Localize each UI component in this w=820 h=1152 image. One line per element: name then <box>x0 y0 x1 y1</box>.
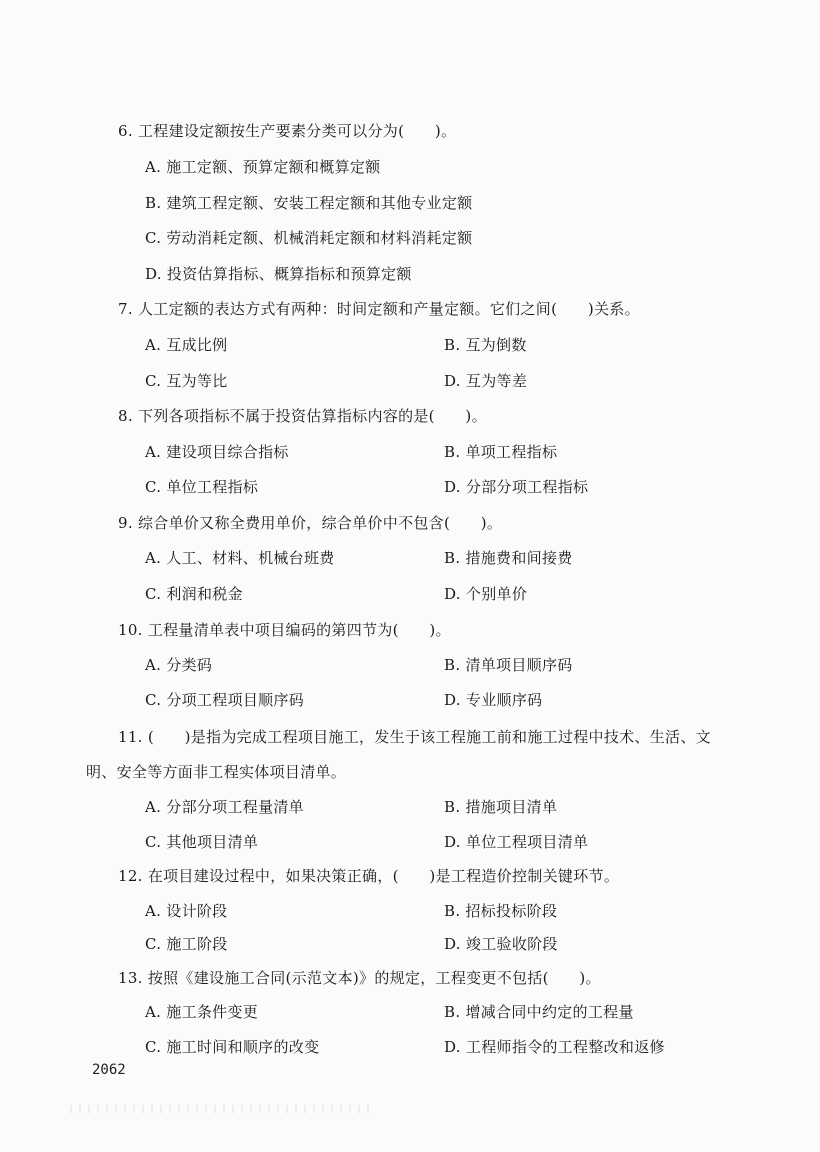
question-9-option-a: A. 人工、材料、机械台班费 <box>145 549 335 567</box>
question-8-stem: 8. 下列各项指标不属于投资估算指标内容的是( )。 <box>118 407 487 425</box>
question-6-option-d: D. 投资估算指标、概算指标和预算定额 <box>145 265 412 283</box>
question-8-option-b: B. 单项工程指标 <box>444 443 558 461</box>
question-7-option-a: A. 互成比例 <box>145 336 228 354</box>
question-6-option-b: B. 建筑工程定额、安装工程定额和其他专业定额 <box>145 194 473 212</box>
question-11-stem: 11. ( )是指为完成工程项目施工，发生于该工程施工前和施工过程中技术、生活、文 <box>118 728 711 746</box>
question-7-option-b: B. 互为倒数 <box>444 336 527 354</box>
question-8-option-c: C. 单位工程指标 <box>145 478 259 496</box>
question-7-option-c: C. 互为等比 <box>145 372 228 390</box>
question-6-option-c: C. 劳动消耗定额、机械消耗定额和材料消耗定额 <box>145 229 473 247</box>
page-code: 2062 <box>92 1062 126 1078</box>
question-12-option-c: C. 施工阶段 <box>145 935 228 953</box>
question-13-stem: 13. 按照《建设施工合同(示范文本)》的规定，工程变更不包括( )。 <box>118 969 601 987</box>
question-10-option-d: D. 专业顺序码 <box>444 691 543 709</box>
question-11-option-a: A. 分部分项工程量清单 <box>145 798 304 816</box>
question-12-option-b: B. 招标投标阶段 <box>444 902 558 920</box>
question-12-option-a: A. 设计阶段 <box>145 902 228 920</box>
question-9-option-c: C. 利润和税金 <box>145 585 243 603</box>
question-10-stem: 10. 工程量清单表中项目编码的第四节为( )。 <box>118 621 451 639</box>
question-10-option-c: C. 分项工程项目顺序码 <box>145 691 305 709</box>
question-13-option-d: D. 工程师指令的工程整改和返修 <box>444 1038 665 1056</box>
question-9-option-d: D. 个别单价 <box>444 585 528 603</box>
question-8-option-d: D. 分部分项工程指标 <box>444 478 589 496</box>
question-13-option-a: A. 施工条件变更 <box>145 1003 259 1021</box>
question-7-option-d: D. 互为等差 <box>444 372 528 390</box>
question-13-option-c: C. 施工时间和顺序的改变 <box>145 1038 320 1056</box>
question-8-option-a: A. 建设项目综合指标 <box>145 443 289 461</box>
question-12-stem: 12. 在项目建设过程中，如果决策正确，( )是工程造价控制关键环节。 <box>118 867 620 885</box>
question-11-option-b: B. 措施项目清单 <box>444 798 558 816</box>
question-13-option-b: B. 增减合同中约定的工程量 <box>444 1003 634 1021</box>
question-6-option-a: A. 施工定额、预算定额和概算定额 <box>145 158 381 176</box>
question-10-option-a: A. 分类码 <box>145 656 213 674</box>
scan-noise <box>70 1105 370 1113</box>
question-11-option-c: C. 其他项目清单 <box>145 833 259 851</box>
question-6-stem: 6. 工程建设定额按生产要素分类可以分为( )。 <box>118 122 457 140</box>
question-12-option-d: D. 竣工验收阶段 <box>444 935 558 953</box>
question-11-option-d: D. 单位工程项目清单 <box>444 833 589 851</box>
question-10-option-b: B. 清单项目顺序码 <box>444 656 573 674</box>
question-7-stem: 7. 人工定额的表达方式有两种：时间定额和产量定额。它们之间( )关系。 <box>118 300 640 318</box>
question-9-stem: 9. 综合单价又称全费用单价，综合单价中不包含( )。 <box>118 514 503 532</box>
question-11-stem-continuation: 明、安全等方面非工程实体项目清单。 <box>86 763 347 781</box>
question-9-option-b: B. 措施费和间接费 <box>444 549 573 567</box>
